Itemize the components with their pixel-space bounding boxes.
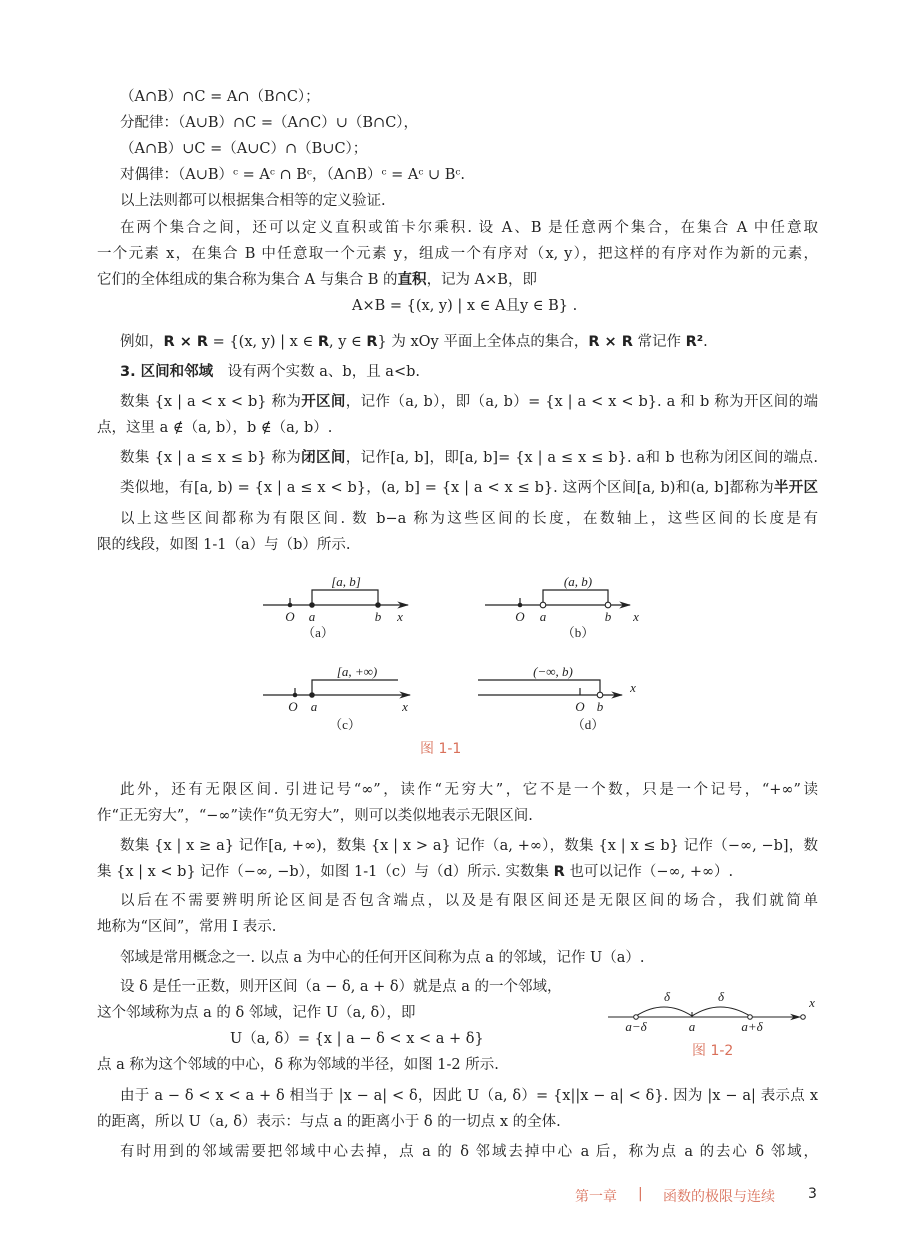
text-segment: 的距离，所以 U（a, δ）表示：与点 a 的距离小于 δ 的一切点 x 的全体. — [97, 1114, 561, 1130]
text-segment: 它们的全体组成的集合称为集合 A 与集合 B 的 — [97, 272, 398, 288]
text-segment: （A∩B）∩C = A∩（B∩C）； — [120, 89, 320, 105]
label-interval-a: [a, b] — [331, 574, 361, 589]
text-segment: 由于 a − δ < x < a + δ 相当于 |x − a| < δ，因此 U（a, δ）= {x||x − a| < δ}. 因为 |x − a| 表示点 x — [120, 1088, 818, 1104]
label-origin: O — [285, 609, 295, 624]
subcaption-a: （a） — [302, 625, 334, 640]
text-segment: = {(x, y) | x ∈ — [208, 334, 318, 350]
subcaption-d: （d） — [571, 717, 605, 732]
text-segment: 也可以记作（−∞, +∞）. — [564, 864, 734, 880]
bold-term: 直积 — [397, 272, 427, 288]
bold-term: R × R — [588, 334, 633, 350]
page-number: 3 — [808, 1186, 817, 1202]
text-segment: , y ∈ — [328, 334, 367, 350]
text-segment: 以上法则都可以根据集合相等的定义验证. — [120, 193, 386, 209]
label-delta: δ — [663, 989, 671, 1004]
bold-term: R × R — [163, 334, 209, 350]
label-interval-d: (−∞, b) — [533, 664, 573, 679]
label-b: b — [604, 609, 612, 624]
footer-title: 函数的极限与连续 — [663, 1189, 775, 1205]
text-segment: } 为 xOy 平面上全体点的集合， — [377, 334, 589, 350]
text-segment: 类似地，有[a, b) = {x | a ≤ x < b}，(a, b] = {x | a < x ≤ b}. 这两个区间[a, b)和(a, b]都称为 — [120, 480, 774, 496]
label-origin: O — [288, 699, 298, 714]
bold-term: R — [317, 334, 329, 350]
arc-right — [692, 1007, 750, 1016]
label-origin: O — [575, 699, 585, 714]
label-a: a — [310, 699, 318, 714]
text-segment: 此外，还有无限区间. 引进记号“∞”，读作“无穷大”，它不是一个数，只是一个记号，“+∞”读 — [120, 782, 818, 798]
label-x: x — [397, 609, 403, 624]
bold-term: R² — [685, 334, 704, 350]
subcaption-c: （c） — [329, 717, 361, 732]
text-segment: 数集 {x | x ≥ a} 记作[a, +∞)，数集 {x | x > a} 记作（a, +∞），数集 {x | x ≤ b} 记作（−∞, −b]，数 — [120, 838, 818, 854]
text-segment: 对偶律：（A∪B）ᶜ = Aᶜ ∩ Bᶜ，（A∩B）ᶜ = Aᶜ ∪ Bᶜ. — [120, 167, 466, 183]
text-segment: 以上这些区间都称为有限区间. 数 b−a 称为这些区间的长度，在数轴上，这些区间的长度是有 — [120, 511, 818, 527]
text-segment: ，记作[a, b]，即[a, b]= {x | a ≤ x ≤ b}. a和 b 也称为闭区间的端点. — [345, 450, 818, 466]
text-segment: 作“正无穷大”，“−∞”读作“负无穷大”，则可以类似地表示无限区间. — [97, 808, 533, 824]
bold-term: R — [553, 864, 565, 880]
label-b: b — [596, 699, 604, 714]
text-segment: ，记为 A×B，即 — [426, 272, 537, 288]
label-interval-b: (a, b) — [563, 574, 593, 589]
label-delta: δ — [717, 989, 725, 1004]
text-segment: A×B = {(x, y) | x ∈ A且y ∈ B} . — [352, 298, 578, 314]
label-x: x — [809, 995, 815, 1010]
text-segment: 设 δ 是任一正数，则开区间（a − δ, a + δ）就是点 a 的一个邻域， — [120, 979, 562, 995]
bold-term: 开区间 — [301, 394, 346, 410]
text-segment: 点 a 称为这个邻域的中心，δ 称为邻域的半径，如图 1-2 所示. — [97, 1057, 499, 1073]
text-segment: 地称为“区间”，常用 I 表示. — [97, 919, 277, 935]
bold-term: R — [366, 334, 378, 350]
figure-1-2-caption: 图 1-2 — [692, 1043, 734, 1059]
text-segment: 在两个集合之间，还可以定义直积或笛卡尔乘积. 设 A、B 是任意两个集合，在集合 A 中任意取 — [120, 220, 818, 236]
text-segment: 限的线段，如图 1-1（a）与（b）所示. — [97, 537, 351, 553]
text-segment: 以后在不需要辨明所论区间是否包含端点，以及是有限区间还是无限区间的场合，我们就简单 — [120, 893, 818, 909]
text-segment: 有时用到的邻域需要把邻域中心去掉，点 a 的 δ 邻域去掉中心 a 后，称为点 a 的去心 δ 邻域， — [120, 1144, 818, 1160]
text-segment: （A∩B）∪C =（A∪C）∩（B∪C）； — [120, 141, 368, 157]
label-a-plus-delta: a+δ — [741, 1019, 763, 1034]
text-segment: 这个邻域称为点 a 的 δ 邻域，记作 U（a, δ），即 — [97, 1005, 416, 1021]
text-segment: ，记作（a, b），即（a, b）= {x | a < x < b}. a 和 b 称为开区间的端 — [345, 394, 818, 410]
text-segment: 点，这里 a ∉（a, b），b ∉（a, b）. — [97, 420, 333, 436]
label-a: a — [539, 609, 547, 624]
text-segment: 数集 {x | a ≤ x ≤ b} 称为 — [120, 450, 302, 466]
text-segment: 设有两个实数 a、b，且 a<b. — [213, 364, 420, 380]
label-x: x — [633, 609, 639, 624]
label-b: b — [374, 609, 382, 624]
figure-1-1-caption: 图 1-1 — [420, 741, 462, 757]
text-segment: 数集 {x | a < x < b} 称为 — [120, 394, 302, 410]
text-segment: . — [703, 334, 708, 350]
label-x: x — [630, 680, 636, 695]
text-segment: U（a, δ）= {x | a − δ < x < a + δ} — [230, 1031, 484, 1047]
bold-term: 3. 区间和邻域 — [120, 364, 214, 380]
text-segment: 邻域是常用概念之一. 以点 a 为中心的任何开区间称为点 a 的邻域，记作 U（a）. — [120, 950, 645, 966]
footer-chapter: 第一章 — [575, 1189, 617, 1205]
text-segment: 常记作 — [632, 334, 686, 350]
label-x: x — [402, 699, 408, 714]
label-origin: O — [515, 609, 525, 624]
label-a: a — [688, 1019, 696, 1034]
bold-term: 闭区间 — [301, 450, 346, 466]
text-segment: 分配律：（A∪B）∩C =（A∩C）∪（B∩C）， — [120, 115, 419, 131]
footer-divider: | — [638, 1186, 643, 1202]
text-segment: 例如， — [120, 334, 164, 350]
text-segment: 一个元素 x，在集合 B 中任意取一个元素 y，组成一个有序对（x, y），把这样的有序对作为新的元素， — [97, 246, 818, 262]
label-a-minus-delta: a−δ — [625, 1019, 647, 1034]
label-a: a — [308, 609, 316, 624]
arc-left — [636, 1007, 692, 1016]
label-interval-c: [a, +∞) — [336, 664, 378, 679]
subcaption-b: （b） — [561, 625, 595, 640]
bold-term: 半开区 — [773, 480, 818, 496]
text-segment: 集 {x | x < b} 记作（−∞, −b），如图 1-1（c）与（d）所示. 实数集 — [97, 864, 554, 880]
